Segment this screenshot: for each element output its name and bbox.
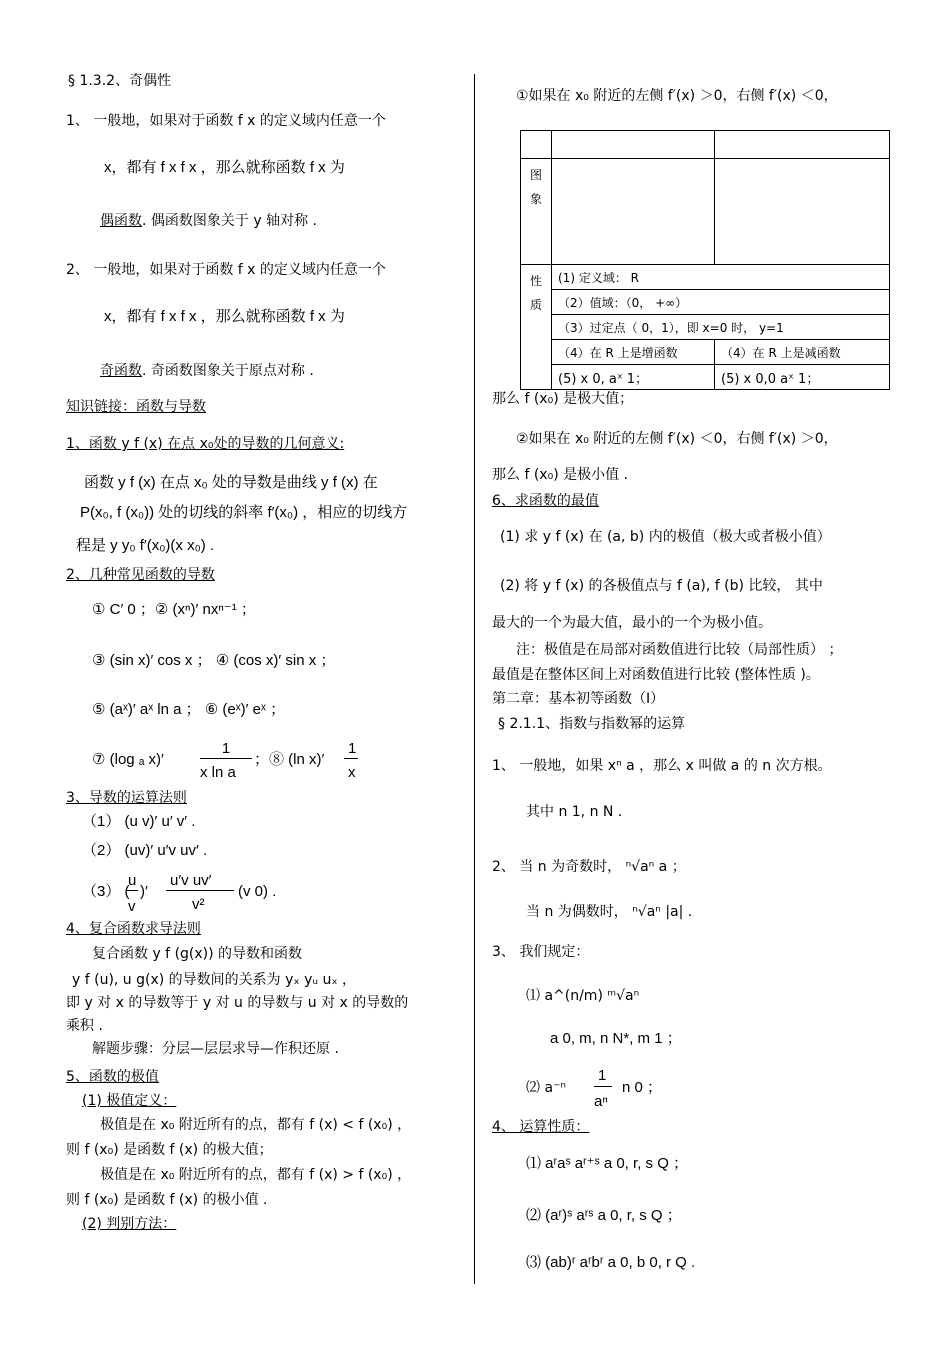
formula-row-2: ③ (sin x)′ cos x ； ④ (cos x)′ sin x ； — [92, 652, 336, 669]
exp-odd-root: 2、 当 n 为奇数时， ⁿ√aⁿ a ； — [492, 859, 686, 875]
extremum-heading: 5、函数的极值 — [66, 1069, 159, 1085]
extremum-def-3: 极值是在 x₀ 附近所有的点，都有 f (x) > f (x₀) ， — [100, 1167, 412, 1183]
exp-def-2: 其中 n 1, n N . — [526, 804, 623, 820]
fraction-den: x ln a — [200, 764, 236, 781]
max-step-1: (1) 求 y f (x) 在 (a, b) 内的极值（极大或者极小值） — [500, 529, 831, 545]
section-heading-2-1-1: § 2.1.1、指数与指数幂的运算 — [498, 716, 686, 732]
rule-1: （1） (u v)′ u′ v′ . — [82, 813, 196, 830]
extremum-def-4: 则 f (x₀) 是函数 f (x) 的极小值 . — [66, 1192, 268, 1208]
fraction-den-2: x — [348, 764, 356, 781]
operation-heading: 4、 运算性质： — [492, 1119, 590, 1135]
composite-5: 解题步骤：分层—层层求导—作积还原 . — [92, 1041, 339, 1057]
rule-3-num2: u′v uv′ — [170, 872, 212, 889]
formula-row-4a: ⑦ (log ₐ x)′ — [92, 751, 164, 768]
composite-3: 即 y 对 x 的导数等于 y 对 u 的导数与 u 对 x 的导数的 — [66, 995, 409, 1011]
formula-row-1: ① C′ 0 ；② (xⁿ)′ nxⁿ⁻¹ ； — [92, 601, 256, 618]
formula-row-4b: ；⑧ (ln x)′ — [254, 751, 325, 768]
extremum-def-1: 极值是在 x₀ 附近所有的点，都有 f (x) < f (x₀) ， — [100, 1117, 412, 1133]
max-value-heading: 6、求函数的最值 — [492, 493, 599, 509]
prop-5-left: (5) x 0, aˣ 1； — [552, 365, 715, 390]
judge-2: 那么 f (x₀) 是极大值； — [492, 391, 634, 407]
composite-1: 复合函数 y f (g(x)) 的导数和函数 — [92, 946, 303, 962]
composite-2: y f (u), u g(x) 的导数间的关系为 yₓ yᵤ uₓ ， — [72, 972, 357, 988]
prop-domain: (1) 定义域： R — [552, 265, 890, 290]
rule-3-den: v — [128, 898, 136, 915]
judge-1: ①如果在 x₀ 附近的左侧 f′(x) ＞0，右侧 f′(x) ＜0， — [516, 88, 838, 104]
note-2: 最值是在整体区间上对函数值进行比较 (整体性质 )。 — [492, 667, 820, 683]
chapter-2-heading: 第二章：基本初等函数（Ⅰ） — [492, 691, 665, 707]
prop-range: （2）值域：（0， +∞） — [552, 290, 890, 315]
rule-3-den2: v² — [192, 896, 205, 913]
exp-rule-1-cond: a 0, m, n N*, m 1 ； — [550, 1030, 682, 1047]
exp-rule-1: ⑴ a^(n/m) ᵐ√aⁿ — [526, 988, 640, 1004]
rule-2: （2） (uv)′ u′v uv′ . — [82, 842, 208, 859]
extremum-def-2: 则 f (x₀) 是函数 f (x) 的极大值； — [66, 1142, 273, 1158]
rule-3a: （3） ( — [82, 883, 130, 900]
graph-cell-increasing — [552, 159, 715, 265]
rule-3b: )′ — [140, 883, 148, 900]
knowledge-link-heading: 知识链接：函数与导数 — [66, 399, 206, 415]
extremum-def-heading: (1) 极值定义： — [82, 1093, 177, 1109]
judge-3: ②如果在 x₀ 附近的左侧 f′(x) ＜0，右侧 f′(x) ＞0， — [516, 431, 838, 447]
exp-def-1: 1、 一般地，如果 xⁿ a ，那么 x 叫做 a 的 n 次方根。 — [492, 758, 832, 774]
judge-method-heading: (2) 判别方法： — [82, 1216, 177, 1232]
derivative-meaning-1: 函数 y f (x) 在点 x₀ 处的导数是曲线 y f (x) 在 — [84, 474, 378, 491]
section-heading-1-3-2: § 1.3.2、奇偶性 — [68, 73, 172, 89]
prop-increasing: （4）在 R 上是增函数 — [552, 340, 715, 365]
rule-3-bar2 — [166, 890, 234, 891]
rule-3c: (v 0) . — [238, 883, 277, 900]
right-column — [490, 0, 910, 1346]
prop-fixed-point: （3）过定点（ 0，1），即 x=0 时， y=1 — [552, 315, 890, 340]
exp-rule-heading: 3、 我们规定： — [492, 944, 590, 960]
rule-3-num: u — [128, 872, 137, 889]
exp-rule-2-den: aⁿ — [594, 1093, 608, 1110]
common-derivatives-heading: 2、几种常见函数的导数 — [66, 567, 215, 583]
rule-3-bar — [126, 890, 138, 891]
derivative-meaning-3: 程是 y y₀ f′(x₀)(x x₀) . — [76, 537, 215, 554]
formula-row-3: ⑤ (aˣ)′ aˣ ln a ； ⑥ (eˣ)′ eˣ ； — [92, 701, 286, 718]
composite-heading: 4、复合函数求导法则 — [66, 921, 201, 937]
derivative-meaning-2: P(x₀, f (x₀)) 处的切线的斜率 f′(x₀) ，相应的切线方 — [80, 504, 408, 521]
derivative-rules-heading: 3、导数的运算法则 — [66, 790, 187, 806]
para-odd-def-3: 奇函数. 奇函数图象关于原点对称 . — [100, 363, 314, 379]
exp-rule-2-bar — [594, 1086, 612, 1087]
table-property-label: 性 质 — [521, 265, 552, 390]
para-odd-def-2: x，都有 f x f x ，那么就称函数 f x 为 — [104, 308, 345, 325]
prop-5-right: (5) x 0,0 aˣ 1； — [715, 365, 890, 390]
fraction-num-2: 1 — [348, 740, 357, 757]
operation-3: ⑶ (ab)ʳ aʳbʳ a 0, b 0, r Q . — [526, 1254, 696, 1271]
graph-cell-decreasing — [715, 159, 890, 265]
exp-rule-2b: n 0 ； — [622, 1079, 663, 1096]
para-even-def-1: 1、 一般地，如果对于函数 f x 的定义域内任意一个 — [66, 113, 386, 129]
exp-rule-2-num: 1 — [598, 1067, 607, 1084]
derivative-meaning-heading: 1、函数 y f (x) 在点 x₀处的导数的几何意义: — [66, 436, 345, 452]
para-odd-def-1: 2、 一般地，如果对于函数 f x 的定义域内任意一个 — [66, 262, 386, 278]
operation-1: ⑴ aʳaˢ aʳ⁺ˢ a 0, r, s Q ； — [526, 1155, 689, 1172]
table-image-label: 图 象 — [521, 159, 552, 265]
judge-4: 那么 f (x₀) 是极小值 . — [492, 467, 629, 483]
para-even-def-2: x，都有 f x f x ，那么就称函数 f x 为 — [104, 159, 345, 176]
fraction-bar-2 — [344, 758, 358, 759]
exp-even-root: 当 n 为偶数时， ⁿ√aⁿ |a| . — [526, 904, 693, 920]
exp-rule-2a: ⑵ a⁻ⁿ — [526, 1080, 566, 1096]
max-step-2: (2) 将 y f (x) 的各极值点与 f (a), f (b) 比较， 其中 — [500, 578, 823, 594]
note-1: 注：极值是在局部对函数值进行比较（局部性质） ； — [516, 642, 843, 658]
left-column — [60, 0, 460, 1346]
operation-2: ⑵ (aʳ)ˢ aʳˢ a 0, r, s Q ； — [526, 1207, 682, 1224]
fraction-num: 1 — [221, 740, 231, 757]
exponential-table — [520, 130, 890, 390]
prop-decreasing: （4）在 R 上是减函数 — [715, 340, 890, 365]
composite-4: 乘积 . — [66, 1018, 103, 1034]
fraction-bar — [200, 758, 252, 759]
column-divider — [474, 74, 475, 1284]
max-step-3: 最大的一个为最大值，最小的一个为极小值。 — [492, 615, 772, 631]
para-even-def-3: 偶函数. 偶函数图象关于 y 轴对称 . — [100, 213, 317, 229]
